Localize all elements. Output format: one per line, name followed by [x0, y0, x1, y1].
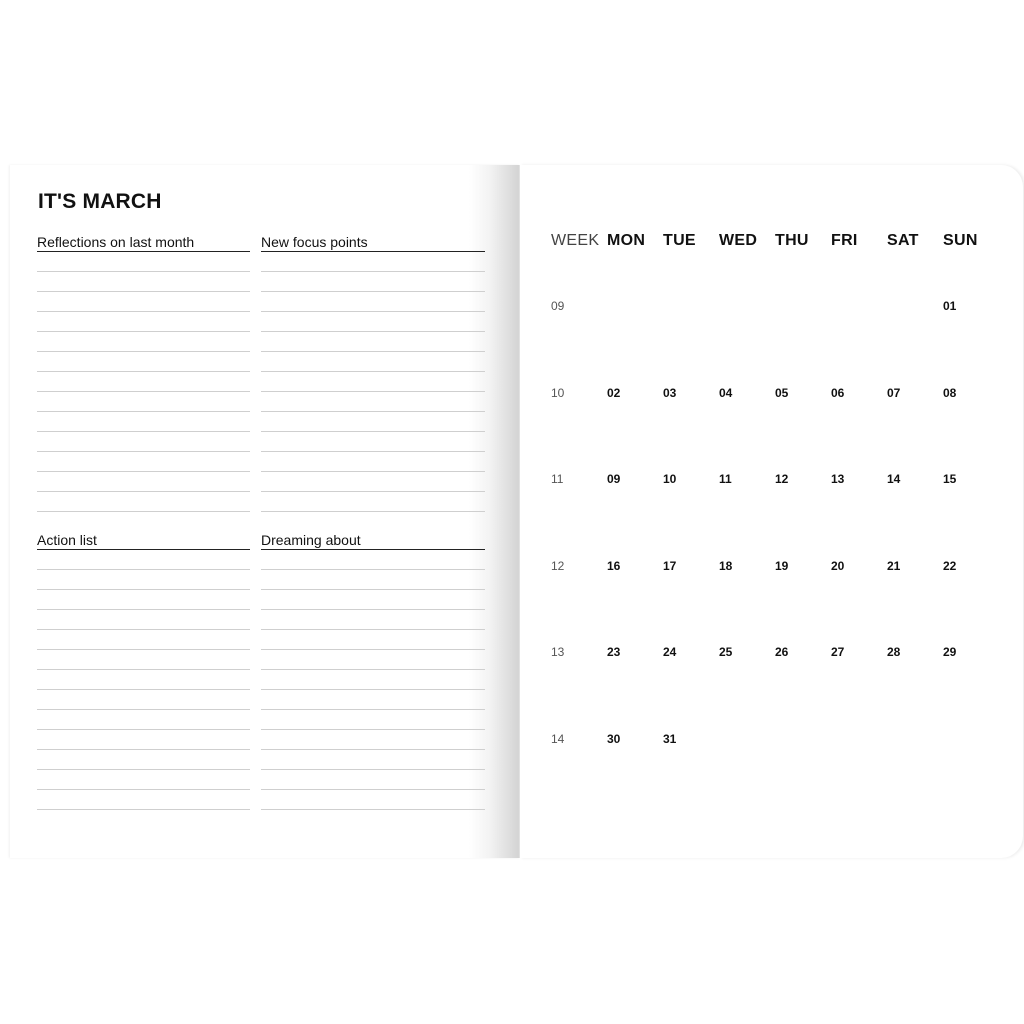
- writing-line: [37, 432, 250, 452]
- writing-line: [37, 332, 250, 352]
- calendar-day: 22: [943, 559, 957, 573]
- calendar-day: 13: [831, 472, 845, 486]
- calendar-day: 12: [775, 472, 789, 486]
- writing-line: [37, 292, 250, 312]
- writing-line: [261, 452, 485, 472]
- week-number: 11: [551, 472, 564, 486]
- section-heading: Action list: [37, 531, 250, 550]
- writing-lines: [261, 252, 485, 512]
- writing-line: [261, 392, 485, 412]
- writing-line: [37, 670, 250, 690]
- week-number: 14: [551, 732, 565, 746]
- reflections-section: [37, 233, 250, 512]
- right-page: [520, 165, 1023, 858]
- writing-line: [37, 352, 250, 372]
- calendar-day: 10: [663, 472, 677, 486]
- writing-lines: [261, 550, 485, 810]
- writing-line: [261, 770, 485, 790]
- dreaming-section: [261, 531, 485, 810]
- writing-line: [261, 650, 485, 670]
- writing-line: [261, 570, 485, 590]
- calendar-day: 31: [663, 732, 677, 746]
- writing-line: [37, 472, 250, 492]
- writing-line: [261, 312, 485, 332]
- writing-lines: [37, 550, 250, 810]
- writing-line: [37, 492, 250, 512]
- writing-line: [261, 472, 485, 492]
- writing-lines: [37, 252, 250, 512]
- calendar-day: 04: [719, 386, 733, 400]
- writing-line: [261, 750, 485, 770]
- writing-line: [261, 630, 485, 650]
- calendar-day: 11: [719, 472, 732, 486]
- calendar-day: 03: [663, 386, 677, 400]
- calendar-day: 23: [607, 645, 621, 659]
- writing-line: [37, 272, 250, 292]
- writing-line: [261, 590, 485, 610]
- calendar-day: 25: [719, 645, 733, 659]
- writing-line: [37, 650, 250, 670]
- writing-line: [37, 710, 250, 730]
- calendar-day: 20: [831, 559, 845, 573]
- writing-line: [37, 312, 250, 332]
- writing-line: [261, 610, 485, 630]
- calendar-day: 08: [943, 386, 957, 400]
- calendar-day: 02: [607, 386, 621, 400]
- section-heading: New focus points: [261, 233, 485, 252]
- day-header-mon: MON: [607, 232, 646, 249]
- writing-line: [261, 332, 485, 352]
- section-heading: Reflections on last month: [37, 233, 250, 252]
- writing-line: [261, 710, 485, 730]
- writing-line: [261, 272, 485, 292]
- writing-line: [261, 550, 485, 570]
- day-header-sat: SAT: [887, 232, 919, 249]
- calendar-day: 26: [775, 645, 789, 659]
- writing-line: [37, 392, 250, 412]
- calendar-day: 05: [775, 386, 789, 400]
- writing-line: [37, 770, 250, 790]
- writing-line: [261, 790, 485, 810]
- page-title: IT'S MARCH: [38, 190, 162, 213]
- writing-line: [37, 372, 250, 392]
- calendar-day: 14: [887, 472, 901, 486]
- calendar-day: 16: [607, 559, 621, 573]
- week-number: 13: [551, 645, 565, 659]
- writing-line: [37, 750, 250, 770]
- calendar-day: 06: [831, 386, 845, 400]
- day-header-fri: FRI: [831, 232, 858, 249]
- calendar-day: 18: [719, 559, 733, 573]
- writing-line: [37, 252, 250, 272]
- day-header-sun: SUN: [943, 232, 978, 249]
- writing-line: [37, 570, 250, 590]
- writing-line: [37, 630, 250, 650]
- action-list-section: [37, 531, 250, 810]
- calendar-day: 24: [663, 645, 677, 659]
- writing-line: [37, 590, 250, 610]
- writing-line: [37, 730, 250, 750]
- calendar-day: 21: [887, 559, 901, 573]
- calendar-day: 28: [887, 645, 901, 659]
- writing-line: [261, 492, 485, 512]
- week-number: 09: [551, 299, 565, 313]
- day-header-wed: WED: [719, 232, 758, 249]
- calendar-day: 07: [887, 386, 901, 400]
- writing-line: [37, 610, 250, 630]
- writing-line: [37, 790, 250, 810]
- calendar-day: 09: [607, 472, 621, 486]
- week-number: 10: [551, 386, 565, 400]
- writing-line: [37, 412, 250, 432]
- calendar-day: 01: [943, 299, 957, 313]
- focus-points-section: [261, 233, 485, 512]
- section-heading: Dreaming about: [261, 531, 485, 550]
- calendar-day: 15: [943, 472, 957, 486]
- writing-line: [261, 670, 485, 690]
- calendar-day: 27: [831, 645, 845, 659]
- week-column-header: WEEK: [551, 232, 600, 249]
- calendar-day: 29: [943, 645, 957, 659]
- writing-line: [37, 550, 250, 570]
- writing-line: [261, 352, 485, 372]
- day-header-thu: THU: [775, 232, 809, 249]
- writing-line: [261, 372, 485, 392]
- writing-line: [261, 730, 485, 750]
- writing-line: [261, 292, 485, 312]
- writing-line: [261, 412, 485, 432]
- writing-line: [37, 690, 250, 710]
- calendar-day: 17: [663, 559, 677, 573]
- day-header-tue: TUE: [663, 232, 696, 249]
- writing-line: [261, 690, 485, 710]
- writing-line: [261, 252, 485, 272]
- week-number: 12: [551, 559, 565, 573]
- writing-line: [261, 432, 485, 452]
- writing-line: [37, 452, 250, 472]
- calendar-day: 19: [775, 559, 789, 573]
- calendar-day: 30: [607, 732, 621, 746]
